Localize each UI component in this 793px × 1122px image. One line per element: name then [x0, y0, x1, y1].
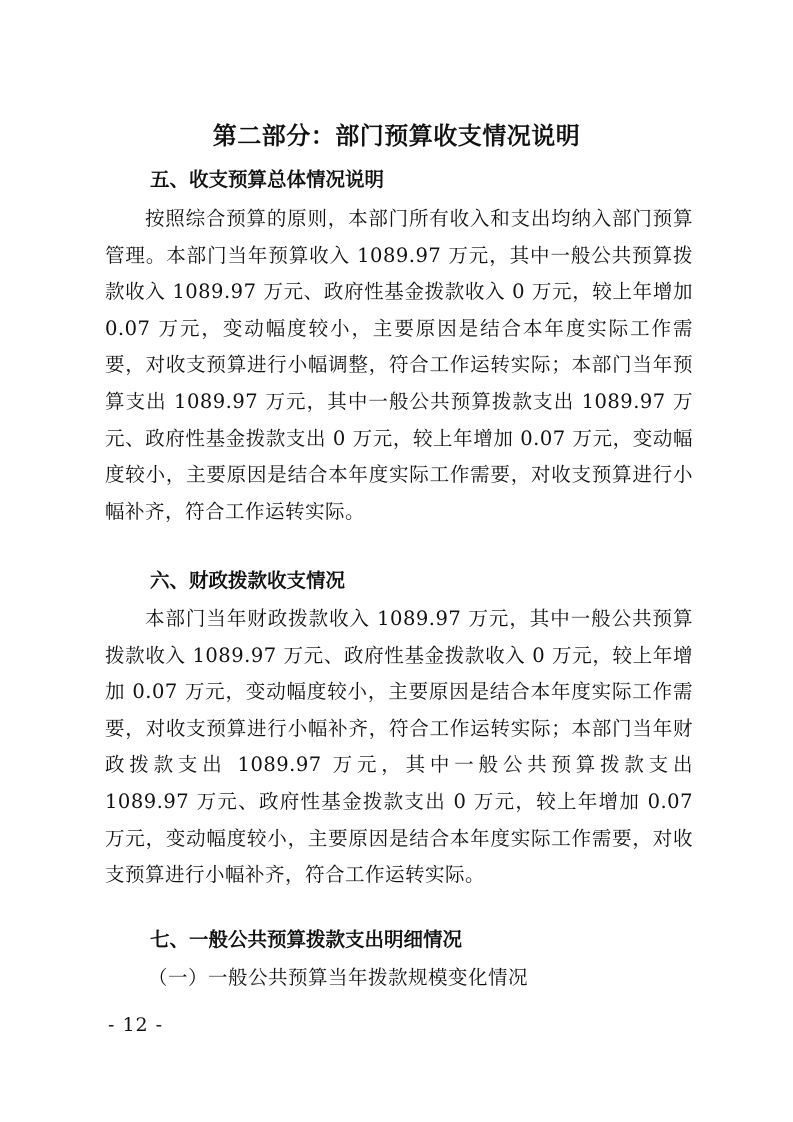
section-7-subheading-1: （一）一般公共预算当年拨款规模变化情况	[148, 966, 529, 989]
section-heading-6: 六、财政拨款收支情况	[150, 569, 346, 592]
document-title: 第二部分：部门预算收支情况说明	[212, 121, 581, 150]
section-6-paragraph: 本部门当年财政拨款收入 1089.97 万元，其中一般公共预算拨款收入 1089.97 万元、政府性基金拨款收入 0 万元，较上年增加 0.07 万元，变动幅度较小，主要原因是结合本年度实际工作需要，对收支预算进行小幅补齐，符合工作运转实际；本部门当年财政拨款支出 1089.97 万元，其中一般公共预算拨款支出 1089.97 万元、政府性基金拨款支出 0 万元，较上年增加 0.07 万元，变动幅度较小，主要原因是结合本年度实际工作需要，对收支预算进行小幅补齐，符合工作运转实际。	[105, 607, 693, 887]
section-heading-5: 五、收支预算总体情况说明	[150, 168, 385, 191]
section-5-paragraph: 按照综合预算的原则，本部门所有收入和支出均纳入部门预算管理。本部门当年预算收入 1089.97 万元，其中一般公共预算拨款收入 1089.97 万元、政府性基金拨款收入 0 万元，较上年增加 0.07 万元，变动幅度较小，主要原因是结合本年度实际工作需要，对收支预算进行小幅调整，符合工作运转实际；本部门当年预算支出 1089.97 万元，其中一般公共预算拨款支出 1089.97 万元、政府性基金拨款支出 0 万元，较上年增加 0.07 万元，变动幅度较小，主要原因是结合本年度实际工作需要，对收支预算进行小幅补齐，符合工作运转实际。	[105, 207, 693, 523]
section-heading-7: 七、一般公共预算拨款支出明细情况	[150, 928, 463, 951]
page-number: - 12 -	[108, 1014, 164, 1036]
